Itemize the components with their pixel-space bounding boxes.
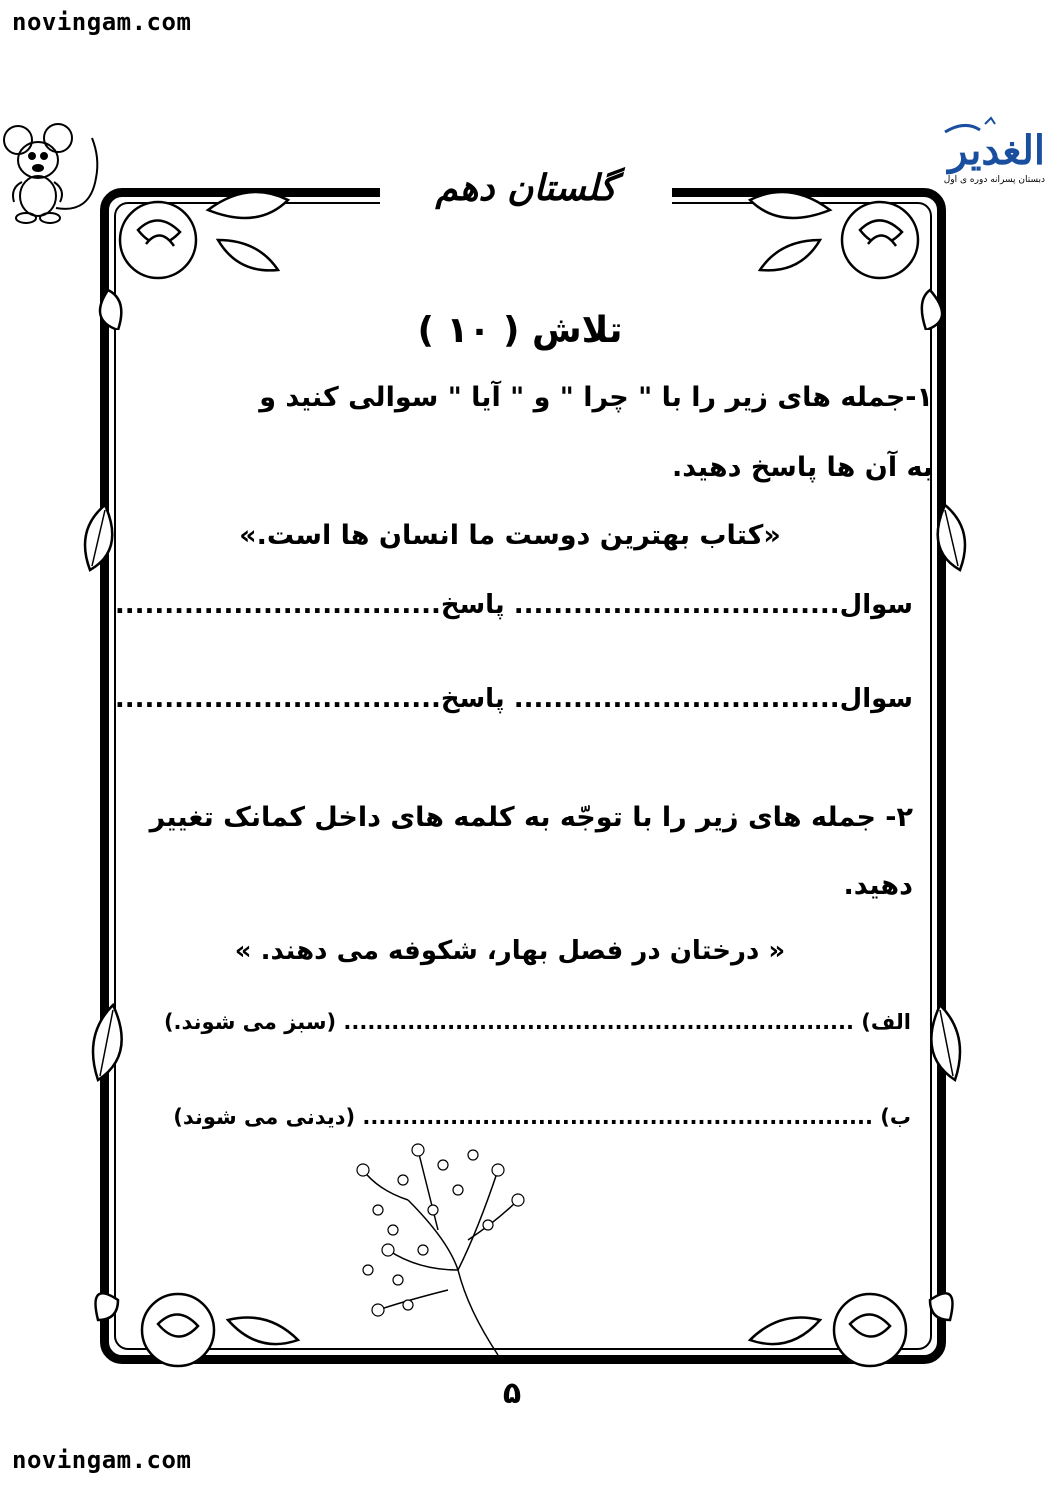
watermark-bottom: novingam.com: [12, 1446, 192, 1474]
logo-subtitle: دبستان پسرانه دوره ی اول: [943, 175, 1045, 185]
question-2-line-1: ۲- جمله های زیر را با توجّه به کلمه های داخل کمانک تغییر: [149, 802, 913, 833]
leaf-right-lower-icon: [905, 1000, 975, 1090]
watermark-top: novingam.com: [12, 8, 192, 36]
question-answer-row-2: سوال................................. پاسخ.................................: [114, 684, 913, 714]
leaf-left-upper-icon: [70, 500, 140, 580]
rose-corner-bottom-left-icon: [88, 1280, 308, 1390]
option-row-be: ب) ................................................................ (دیدنی می شوند): [173, 1105, 911, 1129]
question-1-line-2: به آن ها پاسخ دهید.: [671, 452, 933, 483]
rose-corner-bottom-right-icon: [740, 1280, 960, 1390]
question-2-quote: « درختان در فصل بهار، شکوفه می دهند. »: [234, 936, 786, 966]
question-1-quote: «کتاب بهترین دوست ما انسان ها است.»: [239, 520, 781, 551]
rose-corner-top-left-icon: [88, 170, 318, 330]
question-2-line-2: دهید.: [843, 870, 913, 901]
question-1-line-1: ۱-جمله های زیر را با " چرا " و " آیا " سوالی کنید و: [259, 382, 933, 413]
leaf-right-upper-icon: [910, 500, 980, 580]
question-answer-row-1: سوال................................. پاسخ.................................: [114, 590, 913, 620]
header-title: گلستان دهم: [380, 166, 672, 210]
logo-wordmark: الغدیر: [948, 127, 1045, 174]
blossom-tree-illustration: [348, 1130, 538, 1360]
page-number: ۵: [502, 1376, 522, 1411]
option-row-alef: الف) ................................................................ (سبز می شوند.): [163, 1010, 911, 1034]
worksheet-title: تلاش ( ۱۰ ): [417, 310, 623, 351]
rose-corner-top-right-icon: [720, 170, 960, 330]
